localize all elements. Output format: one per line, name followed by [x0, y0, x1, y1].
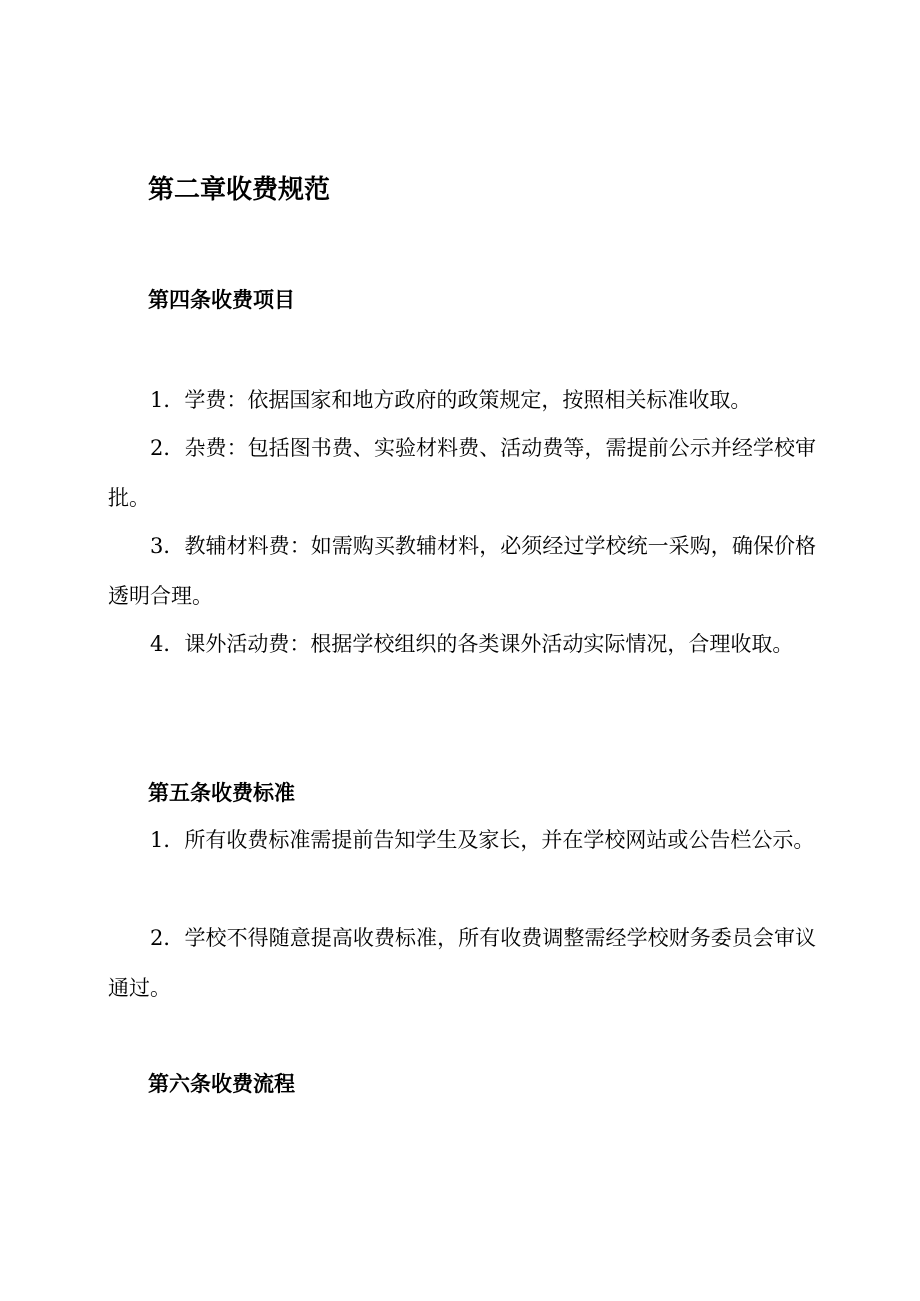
- article-4-item-1: 1．学费：依据国家和地方政府的政策规定，按照相关标准收取。: [150, 388, 752, 412]
- article-4-item-3: 3．教辅材料费：如需购买教辅材料，必须经过学校统一采购，确保价格透明合理。: [108, 534, 816, 608]
- article-4-title: 第四条收费项目: [148, 288, 295, 312]
- article-4-item-2: 2．杂费：包括图书费、实验材料费、活动费等，需提前公示并经学校审批。: [108, 436, 816, 510]
- article-5-item-2: 2．学校不得随意提高收费标准，所有收费调整需经学校财务委员会审议通过。: [108, 926, 816, 1000]
- chapter-title: 第二章收费规范: [148, 175, 331, 205]
- article-5-title: 第五条收费标准: [148, 781, 295, 805]
- article-6-title: 第六条收费流程: [148, 1072, 295, 1096]
- article-4-item-4: 4．课外活动费：根据学校组织的各类课外活动实际情况，合理收取。: [150, 632, 794, 656]
- article-5-item-1: 1．所有收费标准需提前告知学生及家长，并在学校网站或公告栏公示。: [150, 828, 815, 852]
